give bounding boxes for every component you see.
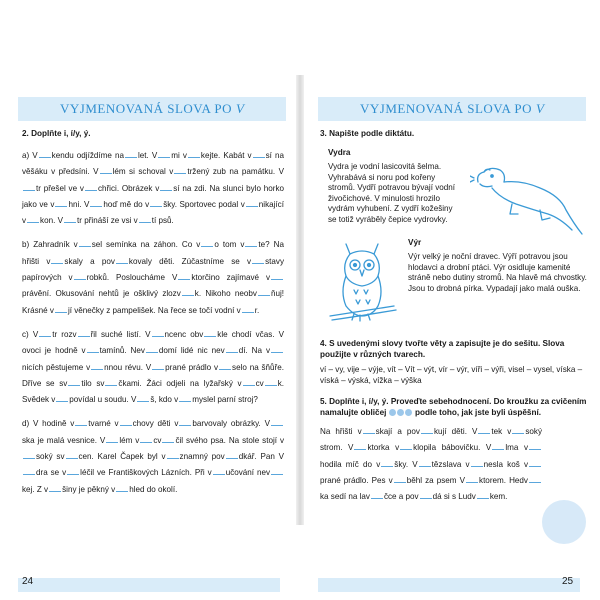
task5-blank-1[interactable] bbox=[421, 425, 433, 434]
task-5-title-start: 5. Doplňte i, í/y, ý. Proveďte sebehodnocení. Do kroužku za cvičením namalujte obličej bbox=[320, 397, 587, 417]
task5-text-3: tek v bbox=[491, 427, 512, 436]
para-3-blank-7[interactable] bbox=[23, 450, 35, 459]
task5-blank-17[interactable] bbox=[477, 490, 489, 499]
task5-blank-4[interactable] bbox=[354, 441, 366, 450]
task5-text-8: hodila míč do v bbox=[320, 459, 381, 469]
exercise-paragraph-a bbox=[22, 148, 284, 229]
para-3-blank-10[interactable] bbox=[226, 450, 238, 459]
para-1-text-9: právění. Okusování nehtů je ošklivý zlozv bbox=[22, 289, 181, 299]
para-2-blank-4[interactable] bbox=[87, 344, 99, 353]
para-3-blank-13[interactable] bbox=[213, 466, 225, 475]
task5-text-4: soký strom. V bbox=[320, 427, 542, 453]
para-3-text-12: dra se v bbox=[36, 468, 67, 478]
task5-blank-13[interactable] bbox=[466, 474, 478, 483]
para-1-blank-9[interactable] bbox=[182, 287, 194, 296]
left-banner-text: VYJMENOVANÁ SLOVA PO bbox=[59, 101, 233, 116]
task5-text-12: prané prádlo. Pes v bbox=[320, 475, 393, 485]
para-0-blank-10[interactable] bbox=[55, 198, 67, 207]
para-2-blank-5[interactable] bbox=[146, 344, 158, 353]
task5-blank-8[interactable] bbox=[381, 458, 393, 467]
para-2-text-4: kle chodí včas. V ovoci je hodně v bbox=[22, 329, 284, 356]
para-1-text-2: o tom v bbox=[214, 240, 245, 250]
task5-blank-5[interactable] bbox=[400, 441, 412, 450]
task5-text-16: čce a pov bbox=[383, 492, 419, 502]
para-1-blank-8[interactable] bbox=[271, 271, 283, 280]
page-number-left: 24 bbox=[22, 576, 34, 587]
para-2-blank-13[interactable] bbox=[243, 377, 255, 386]
task5-text-0: Na hřišti v bbox=[320, 427, 362, 436]
para-1-text-4: skaly a pov bbox=[64, 256, 115, 266]
para-0-blank-6[interactable] bbox=[174, 165, 186, 174]
vydra-text: Vydra je vodní lasicovitá šelma. Vyhrabává si noru pod kořeny stromů. Vydří potravou bývají vodní živočichové. V minulosti hrozilo vydrám vyhubení. Z vydří kožešiny se totiž vyráběly čepice vydrovky. bbox=[328, 162, 456, 224]
para-1-text-6: stavy papírových v bbox=[22, 256, 284, 283]
para-0-text-3: mi v bbox=[171, 151, 187, 160]
para-3-text-13: léčil ve Františkových Lázních. Při v bbox=[80, 468, 212, 478]
right-footer-band bbox=[318, 578, 580, 592]
para-3-text-4: ska je malá vesnice. V bbox=[22, 435, 106, 445]
para-2-text-10: prané prádlo v bbox=[165, 362, 219, 372]
task-5-title bbox=[320, 396, 590, 418]
para-3-blank-5[interactable] bbox=[140, 434, 152, 443]
para-1-text-3: te? Na hřišti v bbox=[22, 240, 284, 266]
para-0-text-14: nikající v bbox=[22, 199, 284, 226]
para-2-text-8: nicích pěstujeme v bbox=[22, 362, 91, 372]
para-2-text-15: k. Svědek v bbox=[22, 378, 284, 405]
task5-blank-11[interactable] bbox=[529, 458, 541, 467]
exercise-paragraph-c bbox=[22, 327, 284, 408]
task-5-exercise bbox=[320, 424, 542, 505]
para-2-blank-2[interactable] bbox=[152, 328, 164, 337]
para-0-blank-8[interactable] bbox=[85, 182, 97, 191]
para-3-blank-2[interactable] bbox=[179, 417, 191, 426]
task5-text-5: ktorka v bbox=[367, 443, 400, 453]
para-0-blank-0[interactable] bbox=[39, 149, 51, 158]
task5-text-6: klopila bábovičku. V bbox=[413, 443, 492, 453]
right-banner-text: VYJMENOVANÁ SLOVA PO bbox=[359, 101, 533, 116]
para-2-blank-11[interactable] bbox=[68, 377, 80, 386]
para-1-blank-0[interactable] bbox=[79, 238, 91, 247]
vyr-title: Výr bbox=[408, 238, 422, 247]
para-2-blank-10[interactable] bbox=[219, 361, 231, 370]
right-content bbox=[320, 128, 590, 513]
para-1-text-10: k. Nikoho neobv bbox=[194, 289, 257, 299]
para-2-text-18: myslel parní stroj? bbox=[192, 395, 258, 405]
para-3-blank-4[interactable] bbox=[106, 434, 118, 443]
para-0-text-5: sí na věšáku v předsíni. V bbox=[22, 151, 284, 177]
para-2-blank-9[interactable] bbox=[152, 361, 164, 370]
task5-text-7: lma v bbox=[505, 443, 528, 453]
para-3-text-10: znamný pov bbox=[179, 452, 225, 462]
para-3-text-1: tvarné v bbox=[88, 419, 119, 429]
para-2-text-14: cv bbox=[255, 378, 264, 388]
para-2-blank-6[interactable] bbox=[226, 344, 238, 353]
task-4-title: 4. S uvedenými slovy tvořte věty a zapisujte je do sešitu. Slova použijte v různých tvarech. bbox=[320, 339, 565, 359]
task5-blank-0[interactable] bbox=[363, 425, 375, 434]
para-1-blank-10[interactable] bbox=[258, 287, 270, 296]
para-2-blank-14[interactable] bbox=[265, 377, 277, 386]
exercise-paragraph-d bbox=[22, 416, 284, 497]
para-0-text-9: chřici. Obrázek v bbox=[97, 183, 160, 193]
task5-text-10: tězslava v bbox=[431, 459, 470, 469]
para-1-blank-12[interactable] bbox=[242, 304, 254, 313]
task-5-title-end: podle toho, jak jste byli úspěšní. bbox=[415, 408, 542, 417]
para-3-blank-12[interactable] bbox=[67, 466, 79, 475]
para-2-text-0: c) V bbox=[22, 329, 39, 339]
left-page bbox=[0, 0, 292, 600]
para-0-blank-4[interactable] bbox=[253, 149, 265, 158]
task5-blank-16[interactable] bbox=[420, 490, 432, 499]
para-1-blank-4[interactable] bbox=[116, 255, 128, 264]
task5-text-2: kují děti. V bbox=[433, 427, 478, 436]
para-3-text-14: učování nev bbox=[225, 468, 271, 478]
task5-blank-6[interactable] bbox=[492, 441, 504, 450]
left-footer-band bbox=[18, 578, 280, 592]
exercise-paragraph-b bbox=[22, 237, 284, 318]
para-1-blank-5[interactable] bbox=[252, 255, 264, 264]
para-1-blank-6[interactable] bbox=[74, 271, 86, 280]
para-0-text-16: tr přináší ze vsi v bbox=[77, 216, 138, 226]
task5-blank-3[interactable] bbox=[512, 425, 524, 434]
face-sad-icon bbox=[405, 409, 412, 416]
para-1-text-5: kovaly děti. Zúčastníme se v bbox=[128, 256, 252, 266]
page-number-right: 25 bbox=[562, 576, 574, 587]
para-3-text-17: hled do okolí. bbox=[129, 484, 178, 494]
para-0-text-8: tr přešel ve v bbox=[36, 183, 84, 193]
para-3-text-7: čil svého psa. Na stole stojí v bbox=[175, 435, 284, 445]
para-1-text-12: jí věnečky z pampelišek. Na řece se točí vodní v bbox=[67, 305, 241, 315]
para-3-text-0: d) V hodině v bbox=[22, 419, 75, 429]
para-2-text-9: nnou révu. V bbox=[104, 362, 152, 372]
para-3-blank-16[interactable] bbox=[116, 483, 128, 492]
left-banner bbox=[18, 97, 286, 121]
para-3-blank-9[interactable] bbox=[167, 450, 179, 459]
para-0-text-7: tržený zub na památku. V bbox=[187, 167, 285, 177]
para-0-blank-9[interactable] bbox=[160, 182, 172, 191]
para-1-blank-11[interactable] bbox=[55, 304, 67, 313]
right-banner bbox=[318, 97, 586, 121]
para-0-blank-15[interactable] bbox=[64, 214, 76, 223]
para-3-blank-15[interactable] bbox=[49, 483, 61, 492]
para-1-blank-1[interactable] bbox=[201, 238, 213, 247]
para-0-text-1: kendu odjíždíme na bbox=[51, 151, 124, 160]
left-banner-letter: V bbox=[236, 101, 244, 116]
para-3-text-8: soký sv bbox=[36, 452, 65, 462]
task5-text-14: ktorem. Hedv bbox=[479, 475, 528, 485]
para-0-text-15: kon. V bbox=[40, 216, 63, 226]
para-2-blank-1[interactable] bbox=[78, 328, 90, 337]
task5-blank-14[interactable] bbox=[529, 474, 541, 483]
vydra-textbox bbox=[328, 148, 458, 225]
para-2-text-5: tamínů. Nev bbox=[99, 346, 145, 356]
para-0-blank-12[interactable] bbox=[150, 198, 162, 207]
para-2-blank-8[interactable] bbox=[91, 361, 103, 370]
task5-blank-9[interactable] bbox=[419, 458, 431, 467]
para-3-text-2: chovy děti v bbox=[132, 419, 179, 429]
para-3-text-15: kej. Z v bbox=[22, 484, 49, 494]
para-2-blank-7[interactable] bbox=[271, 344, 283, 353]
para-0-blank-14[interactable] bbox=[27, 214, 39, 223]
para-3-blank-11[interactable] bbox=[23, 466, 35, 475]
para-2-text-1: tr rozv bbox=[52, 329, 77, 339]
para-2-text-7: dí. Na v bbox=[238, 346, 270, 356]
para-0-blank-11[interactable] bbox=[90, 198, 102, 207]
para-0-text-11: hni. V bbox=[68, 199, 90, 209]
task5-blank-7[interactable] bbox=[529, 441, 541, 450]
para-0-blank-3[interactable] bbox=[188, 149, 200, 158]
otter-illustration bbox=[470, 152, 588, 238]
vydra-block bbox=[320, 148, 590, 236]
para-0-text-2: let. V bbox=[137, 151, 158, 160]
para-0-text-10: sí na zdi. Na slunci bylo horko jako ve v bbox=[22, 183, 284, 209]
para-2-text-2: řil suché listí. V bbox=[90, 329, 151, 339]
para-2-text-13: čkami. Žáci odjeli na lyžařský v bbox=[118, 378, 242, 388]
para-3-text-5: lém v bbox=[119, 435, 140, 445]
para-3-text-11: dkář. Pan V bbox=[238, 452, 284, 462]
vyr-textbox bbox=[408, 238, 588, 294]
para-3-blank-14[interactable] bbox=[271, 466, 283, 475]
para-1-text-11: ňuj! Krásné v bbox=[22, 289, 284, 315]
para-0-blank-5[interactable] bbox=[100, 165, 112, 174]
task5-blank-12[interactable] bbox=[394, 474, 406, 483]
task-4-words: ví – vy, vije – výje, vít – Vít – výt, vír – výr, víři – výři, visel – vysel, víska – víská – výská, vížka – výška bbox=[320, 365, 583, 385]
para-0-text-13: šky. Sportovec podal v bbox=[163, 199, 245, 209]
task5-text-1: skají a pov bbox=[375, 427, 420, 436]
para-1-blank-2[interactable] bbox=[245, 238, 257, 247]
owl-illustration bbox=[326, 230, 398, 328]
para-3-text-16: šiny je pěkný v bbox=[62, 484, 116, 494]
para-0-blank-16[interactable] bbox=[139, 214, 151, 223]
left-content bbox=[22, 128, 284, 506]
para-2-text-17: š, kdo v bbox=[150, 395, 179, 405]
para-0-blank-7[interactable] bbox=[23, 182, 35, 191]
para-2-text-11: selo na šňůře. Dříve se sv bbox=[22, 362, 285, 388]
para-0-blank-2[interactable] bbox=[158, 149, 170, 158]
para-0-text-12: hoď mě do v bbox=[103, 199, 150, 209]
para-0-text-6: lém si schoval v bbox=[112, 167, 174, 177]
para-2-text-6: domí lidé nic nev bbox=[158, 346, 225, 356]
vyr-block bbox=[320, 238, 590, 330]
para-3-blank-0[interactable] bbox=[75, 417, 87, 426]
task-2-title: 2. Doplňte i, í/y, ý. bbox=[22, 129, 91, 138]
para-2-blank-0[interactable] bbox=[39, 328, 51, 337]
task5-text-18: kem. bbox=[489, 492, 508, 502]
para-2-blank-15[interactable] bbox=[56, 393, 68, 402]
task5-blank-15[interactable] bbox=[371, 490, 383, 499]
vydra-title: Vydra bbox=[328, 148, 351, 157]
task5-text-11: nesla koš v bbox=[483, 459, 528, 469]
para-1-text-0: b) Zahradník v bbox=[22, 240, 78, 250]
task5-text-17: dá si s Ludv bbox=[432, 492, 476, 502]
para-1-blank-7[interactable] bbox=[178, 271, 190, 280]
para-2-text-12: tilo sv bbox=[81, 378, 105, 388]
para-0-text-4: kejte. Kabát v bbox=[200, 151, 252, 160]
face-happy-icon bbox=[389, 409, 396, 416]
para-2-blank-12[interactable] bbox=[105, 377, 117, 386]
para-3-text-9: cen. Karel Čapek byl v bbox=[78, 452, 166, 462]
para-3-blank-6[interactable] bbox=[162, 434, 174, 443]
task5-blank-10[interactable] bbox=[471, 458, 483, 467]
para-1-blank-3[interactable] bbox=[51, 255, 63, 264]
para-1-text-7: robků. Posloucháme V bbox=[86, 273, 178, 283]
para-3-blank-8[interactable] bbox=[66, 450, 78, 459]
task5-text-15: ka sedí na lav bbox=[320, 492, 370, 502]
book-gutter bbox=[296, 75, 304, 525]
vyr-text: Výr velký je noční dravec. Výří potravou jsou hlodavci a drobní ptáci. Výr osidluje kamenité stráně nebo dutiny stromů. Na hlavě má chvostky. Jsou to drobná pírka. Vypadají jako malá ouška. bbox=[408, 252, 587, 293]
para-0-blank-13[interactable] bbox=[246, 198, 258, 207]
right-banner-letter: V bbox=[536, 101, 544, 116]
task5-text-9: šky. V bbox=[394, 459, 418, 469]
task5-text-13: běhl za psem V bbox=[406, 475, 466, 485]
para-3-text-3: barvovaly obrázky. V bbox=[192, 419, 270, 429]
para-1-text-1: sel semínka na záhon. Co v bbox=[91, 240, 201, 250]
para-0-blank-1[interactable] bbox=[125, 149, 137, 158]
para-2-blank-17[interactable] bbox=[179, 393, 191, 402]
para-2-text-16: povídal u soudu. V bbox=[69, 395, 137, 405]
para-2-blank-3[interactable] bbox=[204, 328, 216, 337]
task-3-title: 3. Napište podle diktátu. bbox=[320, 129, 415, 138]
para-1-text-8: ktorčino zajímavé v bbox=[191, 273, 271, 283]
para-0-text-17: tí psů. bbox=[151, 216, 174, 226]
para-0-text-0: a) V bbox=[22, 151, 38, 160]
face-neutral-icon bbox=[397, 409, 404, 416]
para-2-blank-16[interactable] bbox=[137, 393, 149, 402]
para-1-text-13: r. bbox=[254, 305, 260, 315]
para-3-blank-1[interactable] bbox=[120, 417, 132, 426]
self-evaluation-circle[interactable] bbox=[542, 500, 586, 544]
para-2-text-3: ncenc obv bbox=[164, 329, 204, 339]
para-3-blank-3[interactable] bbox=[271, 417, 283, 426]
task5-blank-2[interactable] bbox=[478, 425, 490, 434]
para-3-text-6: cv bbox=[153, 435, 162, 445]
